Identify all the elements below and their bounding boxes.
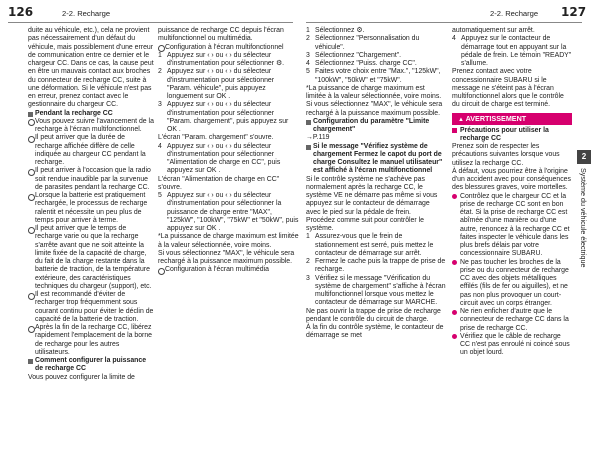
column-3 [306,27,446,341]
chapter-tab: 2 [577,150,591,164]
paragraph: Si le contrôle système ne s'achève pas normalement après la recharge CC, le système VE ne démarre pas même si vous appuyez sur le contacteur de démarrage avec le pied sur la pédale de frein. [306,175,438,216]
section-heading: Configuration du paramètre "Limite chargement" [306,118,446,135]
warning-title: ▲ AVERTISSEMENT [452,113,572,125]
step-item [158,101,300,134]
warning-item: Contrôlez que le chargeur CC et la prise de recharge CC sont en bon état. Si la prise de recharge CC est abîmée d'une manière ou d'une autre, renoncez à la recharge CC et faites inspecter le véhicule dans les plus brefs délais par votre concessionnaire SUBARU. [452,193,572,259]
step-number: 5 [306,68,310,76]
step-text: Fermez le cache puis la trappe de prise de recharge. [315,258,446,274]
step-text: Appuyez sur ‹ › ou ‹ › du sélecteur d'instrumentation pour sélectionner "Alimentation de charge en CC", puis appuyez sur OK . [167,142,281,175]
step-item [158,143,300,176]
bullet-item: Après la fin de la recharge CC, libérez rapidement l'emplacement de la borne de recharge pour les autres utilisateurs. [28,324,154,357]
chapter-label: Système du véhicule électrique [579,168,588,268]
step-item [306,35,446,52]
step-item [452,35,572,68]
step-number: 4 [452,35,456,43]
step-text: Sélectionnez "Personnalisation du véhicule". [315,35,420,51]
step-number: 2 [306,35,310,43]
paragraph: À la fin du contrôle système, le contacteur de démarrage se met [306,324,444,340]
step-text: Sélectionnez "Puiss. charge CC". [315,60,417,67]
column-2 [158,27,300,275]
paragraph: Si vous sélectionnez "MAX", le véhicule sera rechargé à la puissance maximum possible. [306,101,443,117]
warning-item: Vérifiez que le câble de recharge CC n'est pas enroulé ni coincé sous un objet lourd. [452,333,572,358]
step-item [306,258,446,275]
step-item [306,68,446,85]
left-header-rule [8,22,293,23]
step-text: Assurez-vous que le frein de stationnement est serré, puis mettez le contacteur de démarrage sur arrêt. [315,233,434,257]
paragraph: →P.119 [306,134,330,142]
step-item [306,233,446,258]
column-1 [28,27,154,382]
paragraph: Vous pouvez configurer la limite de [28,373,135,381]
bullet-item: Lorsque la batterie est pratiquement rechargée, le processus de recharge ralentit et nécessite un peu plus de temps pour arriver à terme. [28,192,154,225]
page-header [0,0,600,24]
step-number: 4 [306,60,310,67]
column-4 [452,27,572,358]
step-text: Appuyez sur ‹ › ou ‹ › du sélecteur d'instrumentation pour sélectionner "Param. chargement", puis appuyez sur OK . [167,101,289,133]
column-4-body [452,27,572,110]
step-number: 1 [306,27,310,34]
step-number: 1 [306,233,310,241]
paragraph: Ne pas ouvrir la trappe de prise de recharge pendant le contrôle du circuit de charge. [306,307,441,323]
step-item [158,52,300,69]
warning-items [452,193,572,358]
step-text: Appuyez sur ‹ › ou ‹ › du sélecteur d'instrumentation pour sélectionner la puissance de charge entre "MAX", "125kW", "100kW", "75kW" et "50kW", puis appuyez sur OK . [167,192,299,232]
right-section-title: 2-2. Recharge [490,9,539,18]
paragraph: puissance de recharge CC depuis l'écran multifonctionnel ou multimédia. [158,27,284,43]
step-item [306,60,446,68]
step-item [306,275,446,308]
step-text: Appuyez sur ‹ › ou ‹ › du sélecteur d'instrumentation pour sélectionner "Param. véhicule", puis appuyez longuement sur OK . [167,68,275,100]
warning-subtitle: Précautions pour utiliser la recharge CC [452,127,572,144]
bullet-item: Il peut arriver à l'occasion que la radio soit rendue inaudible par la survenue de parasites pendant la recharge CC. [28,167,154,192]
step-number: 1 [158,51,162,59]
bullet-item: Vous pouvez suivre l'avancement de la recharge à l'écran multifonctionnel. [28,118,154,135]
paragraph: Si vous sélectionnez "MAX", le véhicule sera rechargé à la puissance maximum possible. [158,249,295,265]
warning-item: Ne rien enficher d'autre que le connecteur de recharge CC dans la prise de recharge CC. [452,308,572,333]
warning-box [452,113,572,358]
paragraph: automatiquement sur arrêt. [452,27,535,34]
step-text: Vérifiez si le message "Vérification du système de chargement" s'affiche à l'écran multifonctionnel lorsque vous mettez le contacteur de démarrage sur MARCHE. [315,274,446,307]
step-number: 3 [306,51,310,59]
step-number: 5 [158,192,162,199]
warning-intro: Prenez soin de respecter les précautions suivantes lorsque vous utilisez la recharge CC. [452,143,560,167]
step-text: Appuyez sur ‹ › ou ‹ › du sélecteur d'instrumentation pour sélectionner ⚙. [167,51,285,67]
step-number: 3 [158,101,162,109]
warning-intro-2: À défaut, vous pourriez être à l'origine d'un accident avec pour conséquences des blessures graves, voire mortelles. [452,167,571,192]
paragraph: Prenez contact avec votre concessionnaire SUBARU si le message ne s'éteint pas à l'écran multifonctionnel alors que le contrôle du circuit de charge est terminé. [452,68,564,109]
paragraph: Procédez comme suit pour contrôler le système. [306,216,424,232]
paragraph: L'écran "Param. chargement" s'ouvre. [158,134,274,142]
step-text: Appuyez sur le contacteur de démarrage tout en appuyant sur la pédale de frein. Le témoin "READY" s'allume. [461,35,572,67]
bullet-item: Il est recommandé d'éviter de recharger trop fréquemment sous courant continu pour éviter le déclin de capacité de la batterie de traction. [28,291,154,324]
step-number: 4 [158,142,162,150]
bullet-item: Configuration à l'écran multimédia [158,266,300,274]
left-page-number: 126 [8,5,34,19]
step-item [158,192,300,233]
step-item [306,27,446,35]
section-heading: Pendant la recharge CC [28,110,154,118]
bullet-item: Il peut arriver que la durée de recharge affichée diffère de celle indiquée au chargeur CC pendant la recharge. [28,134,154,167]
step-number: 2 [158,68,162,76]
warning-item: Ne pas toucher les broches de la prise ou du connecteur de recharge CC avec des objets métalliques effilés (fils de fer ou aiguilles), et ne pas non plus provoquer un court-circuit avec un corps étranger. [452,259,572,309]
paragraph: *La puissance de charge maximum est limitée à la valeur sélectionnée, voire moins. [158,233,299,249]
step-item [306,52,446,60]
step-number: 2 [306,258,310,265]
paragraph: *La puissance de charge maximum est limitée à la valeur sélectionnée, voire moins. [306,84,442,100]
section-heading: Si le message "Vérifiez système de chargement Fermez le capot du port de charge Consultez le manuel utilisateur" est affiché à l'écran multifonctionnel [306,143,446,176]
bullet-item: Configuration à l'écran multifonctionnel [158,44,300,52]
right-page-number: 127 [561,5,587,19]
step-number: 3 [306,274,310,282]
step-text: Sélectionnez ⚙. [315,27,365,34]
bullet-item: Il peut arriver que le temps de recharge varie ou que la recharge s'arrête avant que ne soit atteinte la limite fixée de la capacité de charge, du fait de la charge restante dans la batterie de traction, de la température extérieure, des caractéristiques techniques du chargeur (support), etc. [28,225,154,291]
paragraph: L'écran "Alimentation de charge en CC" s'ouvre. [158,175,280,191]
step-text: Faites votre choix entre "Max.", "125kW", "100kW", "50kW" et "75kW". [315,68,441,84]
right-header-rule [306,22,582,23]
paragraph: duite au véhicule, etc.), cela ne provient pas nécessairement d'un défaut du véhicule, mais possiblement d'une erreur de communication entre ce dernier et le chargeur CC. Dans ce cas, la cause peut en être un mauvais contact aux broches du connecteur de recharge CC, suite à une déformation. Si le véhicule n'est pas en erreur, prenez contact avec le gestionnaire du chargeur CC. [28,27,154,109]
left-section-title: 2-2. Recharge [62,9,111,18]
step-item [158,68,300,101]
step-text: Sélectionnez "Chargement". [315,51,402,59]
section-heading: Comment configurer la puissance de recharge CC [28,357,154,374]
warning-body [452,127,572,358]
